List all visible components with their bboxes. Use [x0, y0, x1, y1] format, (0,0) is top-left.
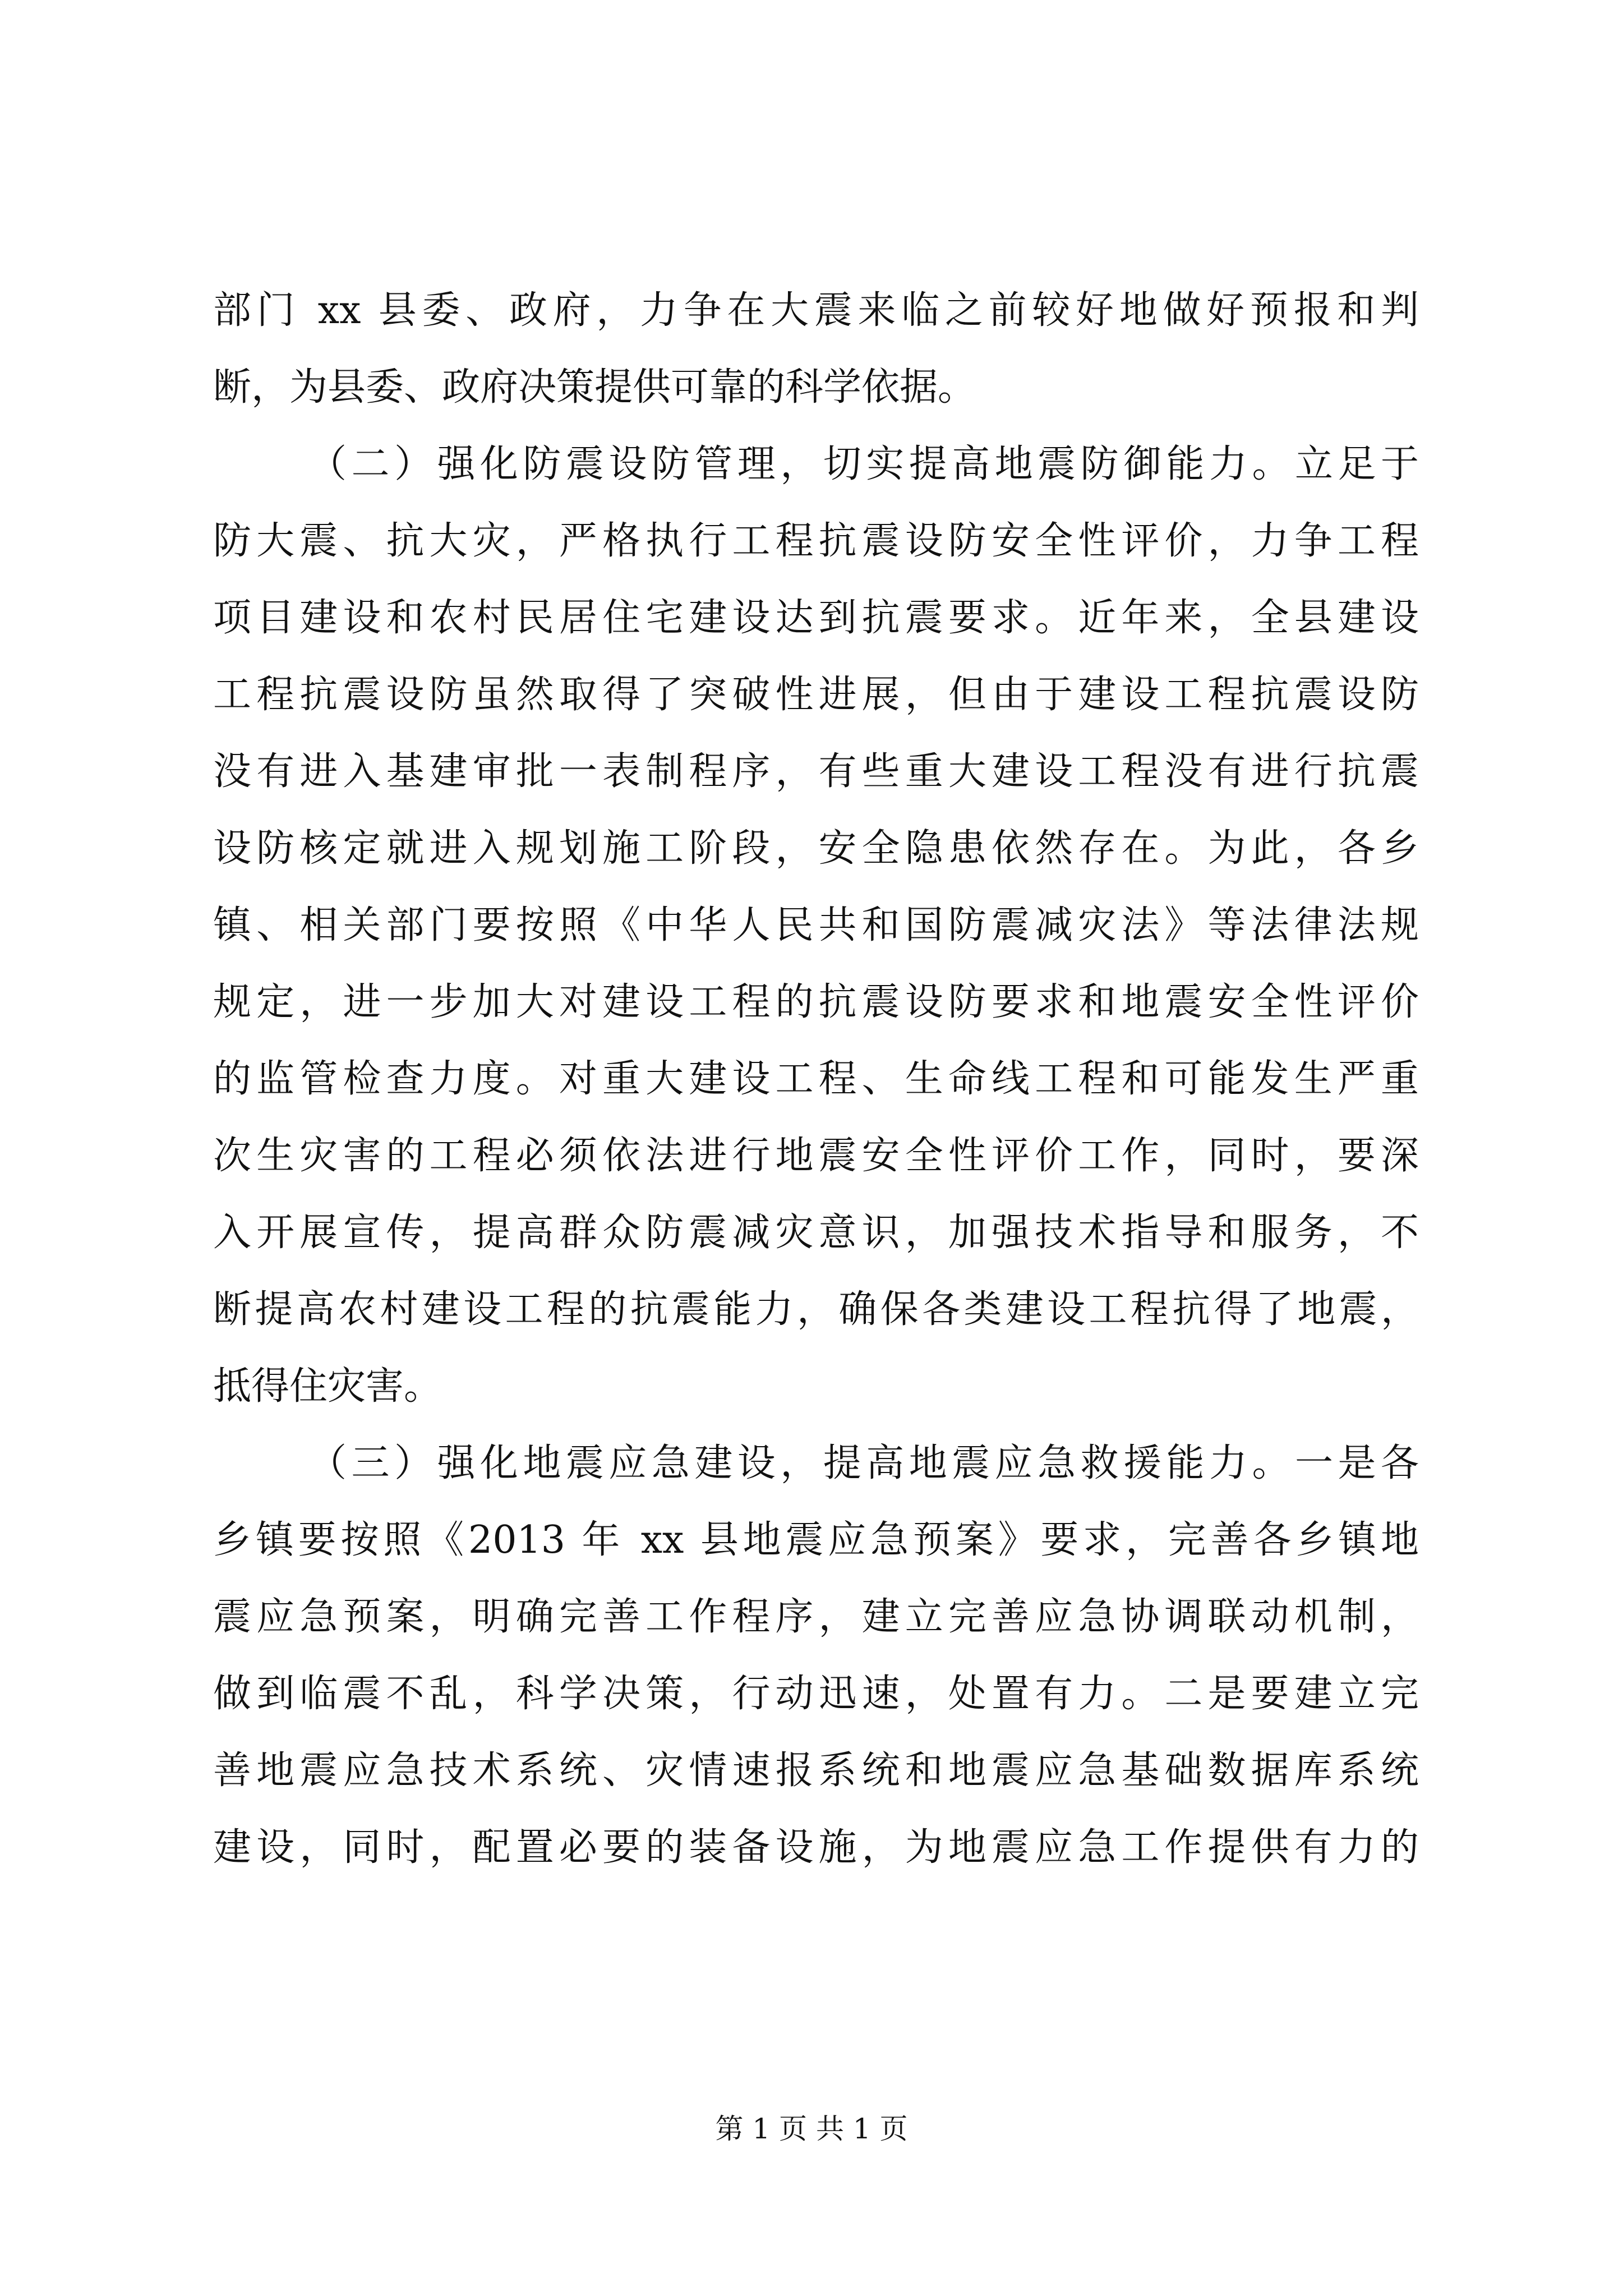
text-line: 抵得住灾害。 — [213, 1364, 442, 1409]
text-line: 的监管检查力度。对重大建设工程、生命线工程和可能发生严重 — [213, 1057, 1419, 1101]
text-line: 规定，进一步加大对建设工程的抗震设防要求和地震安全性评价 — [213, 980, 1419, 1024]
text-line: 断提高农村建设工程的抗震能力，确保各类建设工程抗得了地震， — [213, 1287, 1419, 1332]
text-line: 项目建设和农村民居住宅建设达到抗震要求。近年来，全县建设 — [213, 596, 1419, 640]
text-line: 镇、相关部门要按照《中华人民共和国防震减灾法》等法律法规 — [213, 903, 1419, 947]
text-line: 建设，同时，配置必要的装备设施，为地震应急工作提供有力的 — [213, 1825, 1419, 1870]
text-line: 工程抗震设防虽然取得了突破性进展，但由于建设工程抗震设防 — [213, 673, 1419, 717]
text-line: 设防核定就进入规划施工阶段，安全隐患依然存在。为此，各乡 — [213, 826, 1419, 871]
text-line: 次生灾害的工程必须依法进行地震安全性评价工作，同时，要深 — [213, 1134, 1419, 1178]
text-line: 入开展宣传，提高群众防震减灾意识，加强技术指导和服务，不 — [213, 1211, 1419, 1255]
document-body — [213, 272, 1419, 1886]
text-line: 震应急预案，明确完善工作程序，建立完善应急协调联动机制， — [213, 1595, 1419, 1639]
page-number-footer: 第 1 页 共 1 页 — [715, 2113, 908, 2145]
text-line: 善地震应急技术系统、灾情速报系统和地震应急基础数据库系统 — [213, 1749, 1419, 1793]
text-line: 部门 xx 县委、政府，力争在大震来临之前较好地做好预报和判 — [213, 288, 1419, 333]
text-line: 乡镇要按照《2013 年 xx 县地震应急预案》要求，完善各乡镇地 — [213, 1518, 1419, 1562]
text-line: 没有进入基建审批一表制程序，有些重大建设工程没有进行抗震 — [213, 749, 1419, 794]
text-line: 断，为县委、政府决策提供可靠的科学依据。 — [213, 365, 976, 409]
paragraph-heading-line: （三）强化地震应急建设，提高地震应急救援能力。一是各 — [308, 1441, 1419, 1485]
text-line: 做到临震不乱，科学决策，行动迅速，处置有力。二是要建立完 — [213, 1672, 1419, 1716]
paragraph-heading-line: （二）强化防震设防管理，切实提高地震防御能力。立足于 — [308, 442, 1419, 486]
text-line: 防大震、抗大灾，严格执行工程抗震设防安全性评价，力争工程 — [213, 519, 1419, 563]
